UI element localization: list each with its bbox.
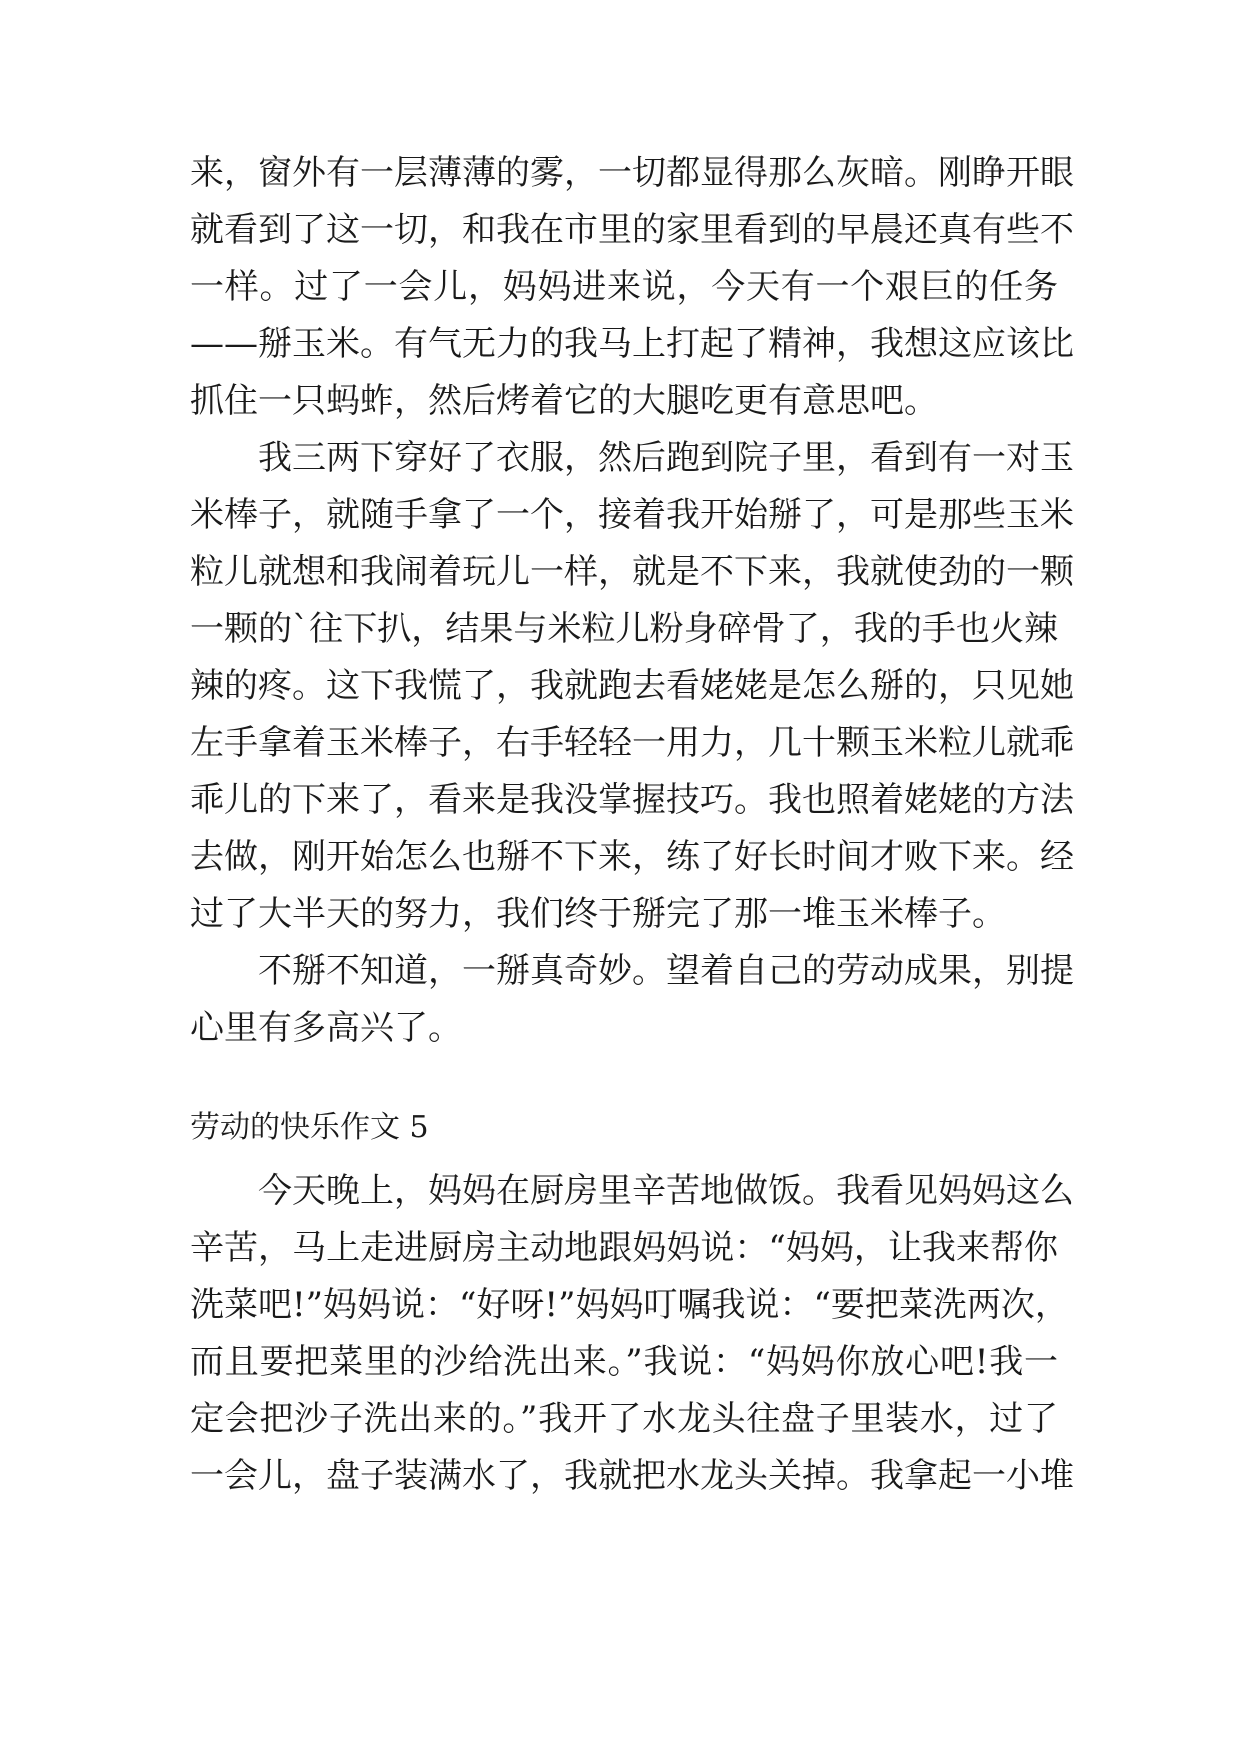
text-line: 一颗的`往下扒，结果与米粒儿粉身碎骨了，我的手也火辣: [190, 609, 1058, 649]
text-line: 粒儿就想和我闹着玩儿一样，就是不下来，我就使劲的一颗: [190, 552, 1074, 592]
text-line: 米棒子，就随手拿了一个，接着我开始掰了，可是那些玉米: [190, 495, 1074, 535]
text-line: 今天晚上，妈妈在厨房里辛苦地做饭。我看见妈妈这么: [258, 1171, 1074, 1211]
text-line: 乖儿的下来了，看来是我没掌握技巧。我也照着姥姥的方法: [190, 780, 1074, 820]
text-line: 一样。过了一会儿，妈妈进来说，今天有一个艰巨的任务: [190, 267, 1058, 307]
text-line: 定会把沙子洗出来的。”我开了水龙头往盘子里装水，过了: [190, 1399, 1058, 1439]
text-line: 而且要把菜里的沙给洗出来。”我说：“妈妈你放心吧!我一: [190, 1342, 1058, 1382]
text-line: 去做，刚开始怎么也掰不下来，练了好长时间才败下来。经: [190, 837, 1074, 877]
text-line: ——掰玉米。有气无力的我马上打起了精神，我想这应该比: [190, 324, 1074, 364]
text-line: 洗菜吧!”妈妈说：“好呀!”妈妈叮嘱我说：“要把菜洗两次，: [190, 1285, 1069, 1325]
section-title: 劳动的快乐作文 5: [190, 1110, 429, 1145]
text-line: 来，窗外有一层薄薄的雾，一切都显得那么灰暗。刚睁开眼: [190, 153, 1074, 193]
text-line: 不掰不知道，一掰真奇妙。望着自己的劳动成果，别提: [258, 951, 1074, 991]
text-line: 辛苦，马上走进厨房主动地跟妈妈说：“妈妈，让我来帮你: [190, 1228, 1058, 1268]
text-line: 就看到了这一切，和我在市里的家里看到的早晨还真有些不: [190, 210, 1074, 250]
text-line: 心里有多高兴了。: [190, 1008, 462, 1048]
text-line: 辣的疼。这下我慌了，我就跑去看姥姥是怎么掰的，只见她: [190, 666, 1074, 706]
text-line: 我三两下穿好了衣服，然后跑到院子里，看到有一对玉: [258, 438, 1074, 478]
text-line: 一会儿，盘子装满水了，我就把水龙头关掉。我拿起一小堆: [190, 1456, 1074, 1496]
text-line: 抓住一只蚂蚱，然后烤着它的大腿吃更有意思吧。: [190, 381, 938, 421]
text-line: 左手拿着玉米棒子，右手轻轻一用力，几十颗玉米粒儿就乖: [190, 723, 1074, 763]
text-line: 过了大半天的努力，我们终于掰完了那一堆玉米棒子。: [190, 894, 1006, 934]
